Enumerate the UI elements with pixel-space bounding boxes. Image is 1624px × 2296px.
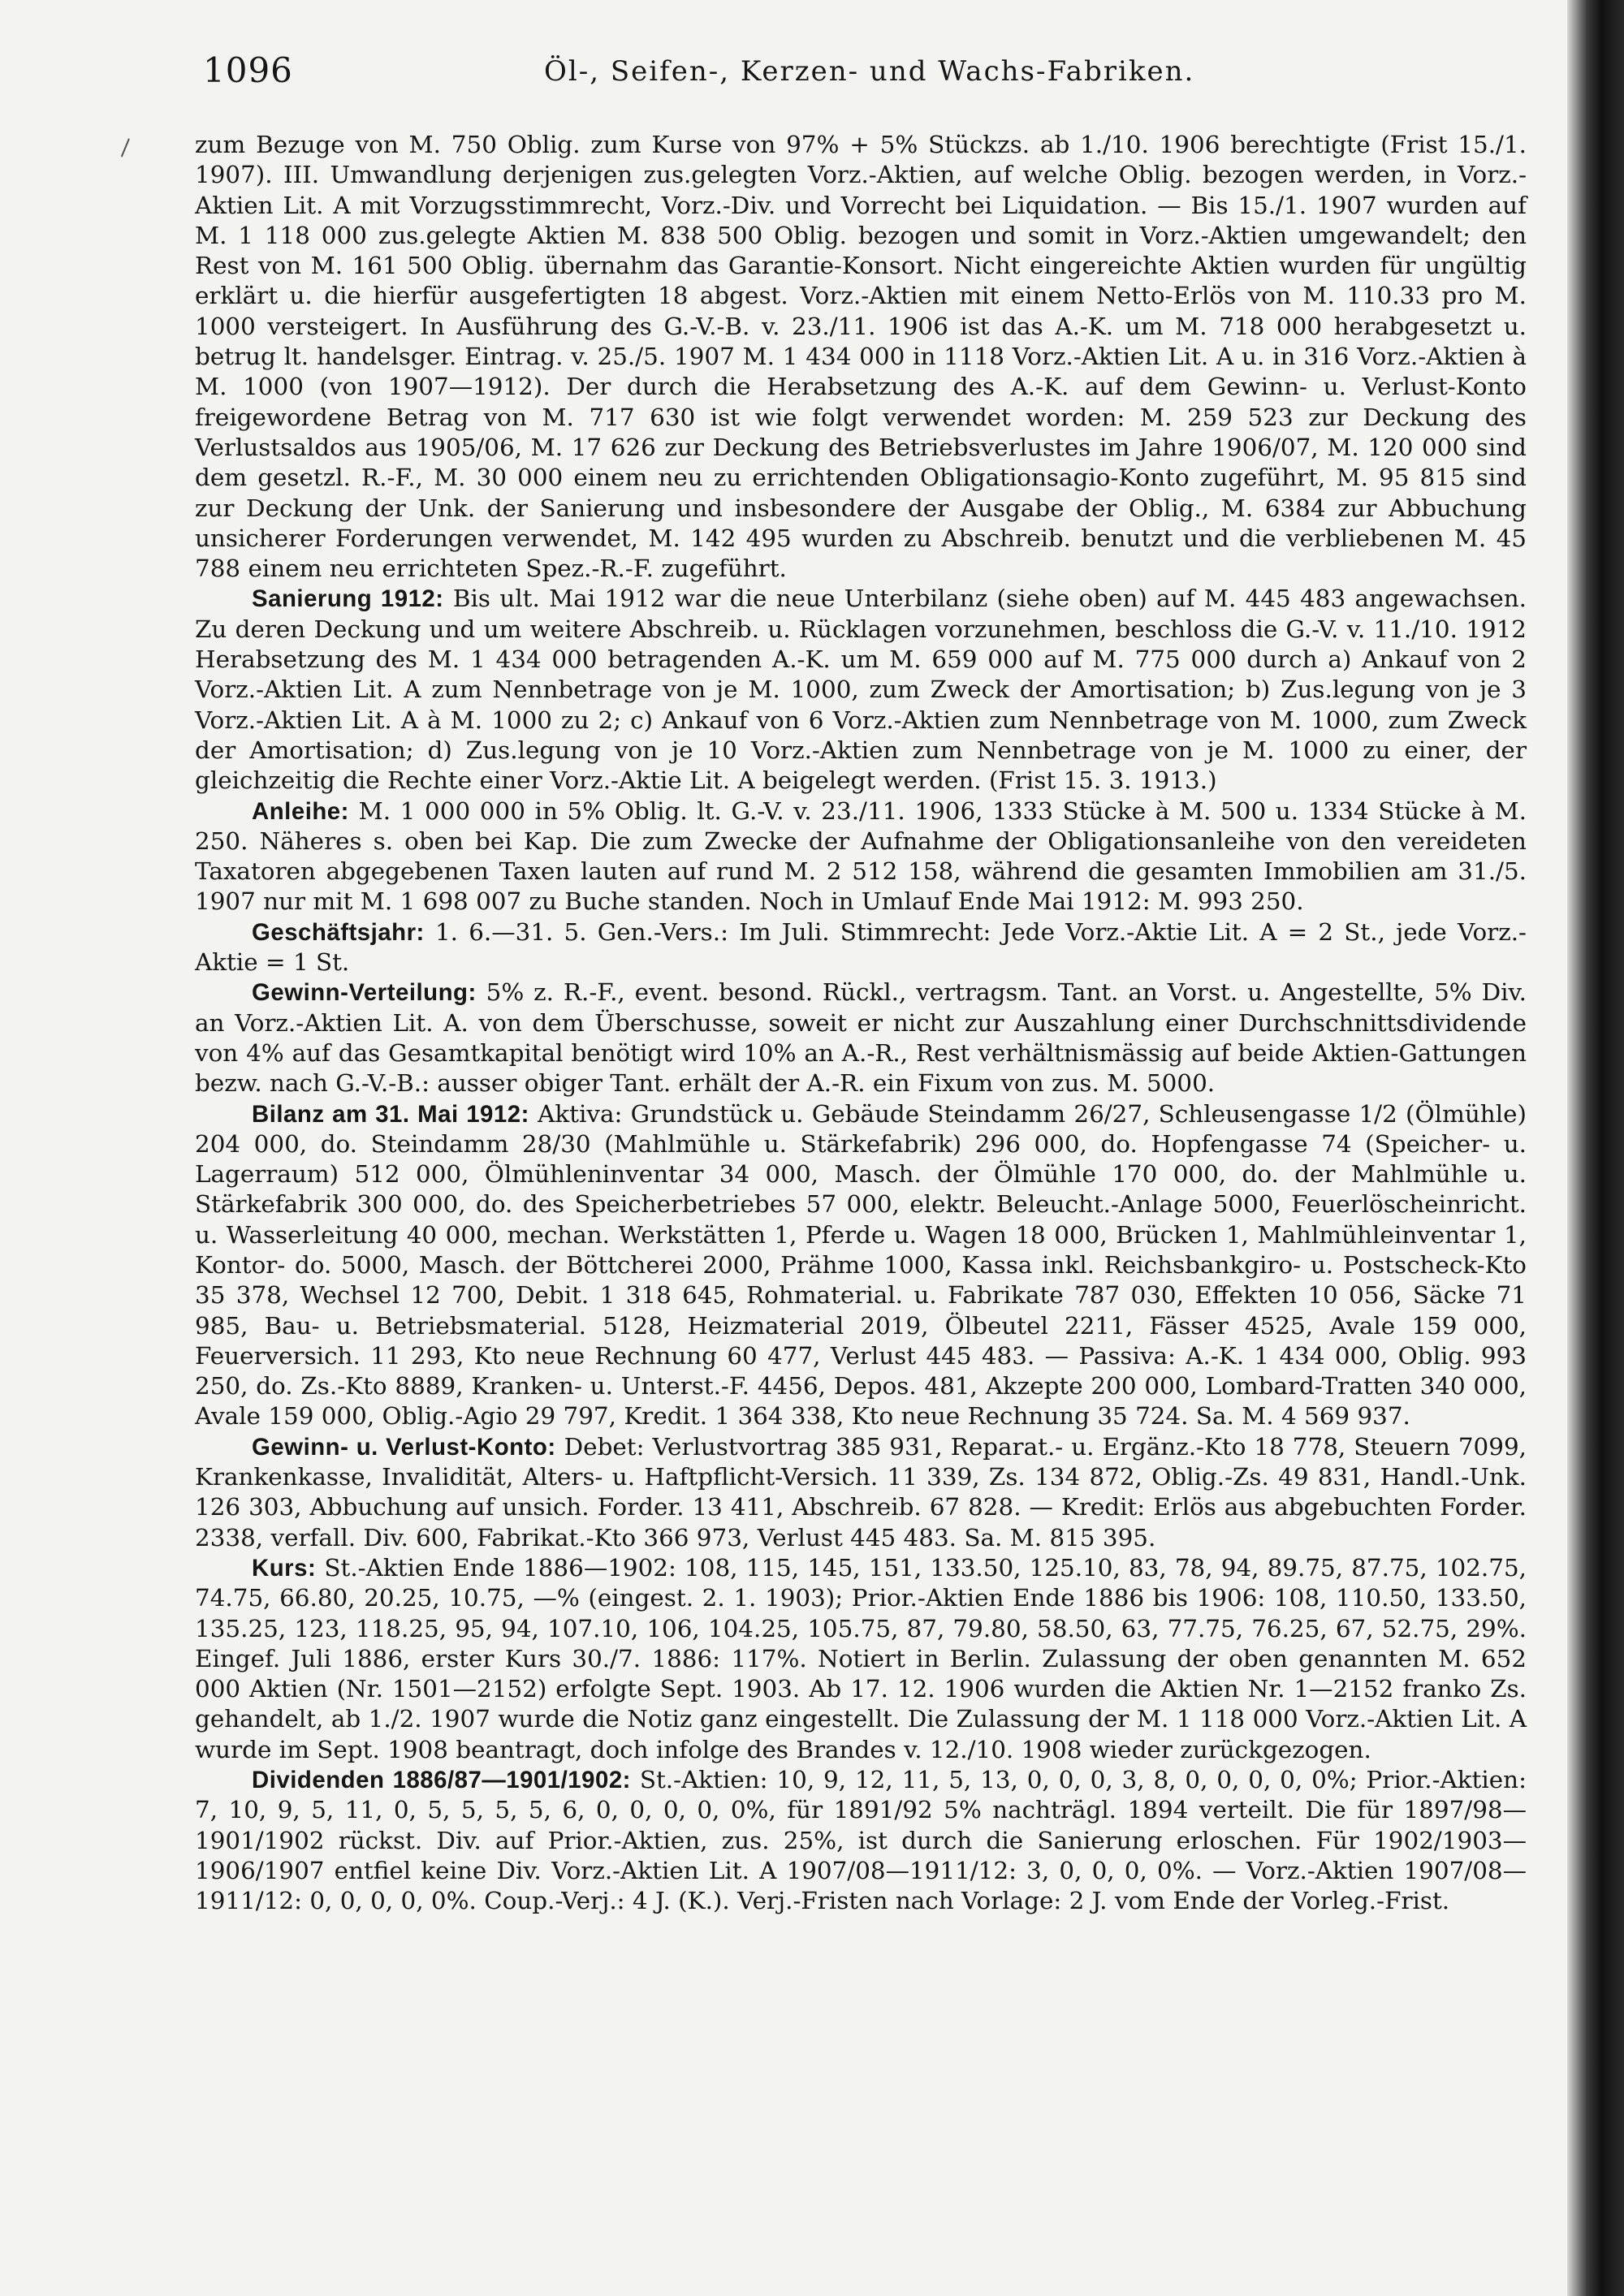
paragraph-text: Bis ult. Mai 1912 war die neue Unterbilanz (siehe oben) auf M. 445 483 angewachsen. Zu deren Deckung und um weitere Abschreib. u. Rücklagen vorzunehmen, beschloss die G.-V. v. 11./10. 1912 Herabsetzung des M. 1 434 000 betragenden A.-K. um M. 659 000 auf M. 775 000 durch a) Ankauf von 2 Vorz.-Aktien Lit. A zum Nennbetrage von je M. 1000, zum Zweck der Amortisation; b) Zus.legung von je 3 Vorz.-Aktien Lit. A à M. 1000 zu 2; c) Ankauf von 6 Vorz.-Aktien zum Nennbetrage von M. 1000, zum Zweck der Amortisation; d) Zus.legung von je 10 Vorz.-Aktien zum Nennbetrage von je M. 1000 zu einer, der gleichzeitig die Rechte einer Vorz.-Aktie Lit. A beigelegt werden. (Frist 15. 3. 1913.): [195, 585, 1527, 795]
margin-mark: \: [114, 134, 137, 161]
paragraph-bilanz: [195, 1099, 1527, 1432]
page-body: [195, 130, 1527, 1917]
section-heading: Gewinn-Verteilung:: [252, 979, 477, 1007]
paragraph-text: 5% z. R.-F., event. besond. Rückl., vertragsm. Tant. an Vorst. u. Angestellte, 5% Div. an Vorz.-Aktien Lit. A. von dem Überschusse, soweit er nicht zur Auszahlung einer Durchschnittsdividende von 4% auf das Gesamtkapital benötigt wird 10% an A.-R., Rest verhältnismässig auf beide Aktien-Gattungen bezw. nach G.-V.-B.: ausser obiger Tant. erhält der A.-R. ein Fixum von zus. M. 5000.: [195, 978, 1527, 1098]
section-heading: Geschäftsjahr:: [252, 918, 425, 946]
paragraph-sanierung-1906: [195, 130, 1527, 584]
paragraph-geschaeftsjahr: [195, 917, 1527, 978]
section-heading: Anleihe:: [252, 797, 349, 825]
section-heading: Gewinn- u. Verlust-Konto:: [252, 1433, 556, 1461]
paragraph-gewinn-verteilung: [195, 978, 1527, 1098]
scan-edge-shadow: [1567, 0, 1624, 2296]
paragraph-text: St.-Aktien: 10, 9, 12, 11, 5, 13, 0, 0, 0, 3, 8, 0, 0, 0, 0, 0%; Prior.-Aktien: 7, 10, 9, 5, 11, 0, 5, 5, 5, 5, 6, 0, 0, 0, 0, 0%, für 1891/92 5% nachträgl. 1894 verteilt. Die für 1897/98—1901/1902 rückst. Div. auf Prior.-Aktien, zus. 25%, ist durch die Sanierung erloschen. Für 1902/1903—1906/1907 entfiel keine Div. Vorz.-Aktien Lit. A 1907/08—1911/12: 3, 0, 0, 0, 0%. — Vorz.-Aktien 1907/08—1911/12: 0, 0, 0, 0, 0%. Coup.-Verj.: 4 J. (K.). Verj.-Fristen nach Vorlage: 2 J. vom Ende der Vorleg.-Frist.: [195, 1766, 1527, 1915]
running-head: Öl-, Seifen-, Kerzen- und Wachs-Fabriken.: [544, 55, 1195, 88]
paragraph-dividenden: [195, 1765, 1527, 1916]
section-heading: Dividenden 1886/87—1901/1902:: [252, 1767, 631, 1794]
paragraph-anleihe: [195, 796, 1527, 917]
paragraph-kurs: [195, 1553, 1527, 1765]
paragraph-gewinn-verlust-konto: [195, 1432, 1527, 1553]
paragraph-text: 1. 6.—31. 5. Gen.-Vers.: Im Juli. Stimmrecht: Jede Vorz.-Aktie Lit. A = 2 St., jede Vorz.-Aktie = 1 St.: [195, 917, 1527, 977]
section-heading: Kurs:: [252, 1554, 317, 1582]
paragraph-text: zum Bezuge von M. 750 Oblig. zum Kurse von 97% + 5% Stückzs. ab 1./10. 1906 berechtigte (Frist 15./1. 1907). III. Umwandlung derjenigen zus.gelegten Vorz.-Aktien, auf welche Oblig. bezogen werden, in Vorz.-Aktien Lit. A mit Vorzugsstimmrecht, Vorz.-Div. und Vorrecht bei Liquidation. — Bis 15./1. 1907 wurden auf M. 1 118 000 zus.gelegte Aktien M. 838 500 Oblig. bezogen und somit in Vorz.-Aktien umgewandelt; den Rest von M. 161 500 Oblig. übernahm das Garantie-Konsort. Nicht eingereichte Aktien wurden für ungültig erklärt u. die hierfür ausgefertigten 18 abgest. Vorz.-Aktien mit einem Netto-Erlös von M. 110.33 pro M. 1000 versteigert. In Ausführung des G.-V.-B. v. 23./11. 1906 ist das A.-K. um M. 718 000 herabgesetzt u. betrug lt. handelsger. Eintrag. v. 25./5. 1907 M. 1 434 000 in 1118 Vorz.-Aktien Lit. A u. in 316 Vorz.-Aktien à M. 1000 (von 1907—1912). Der durch die Herabsetzung des A.-K. auf dem Gewinn- u. Verlust-Konto freigewordene Betrag von M. 717 630 ist wie folgt verwendet worden: M. 259 523 zur Deckung des Verlustsaldos aus 1905/06, M. 17 626 zur Deckung des Betriebsverlustes im Jahre 1906/07, M. 120 000 sind dem gesetzl. R.-F., M. 30 000 einem neu zu errichtenden Obligationsagio-Konto zugeführt, M. 95 815 sind zur Deckung der Unk. der Sanierung und insbesondere der Ausgabe der Oblig., M. 6384 zur Abbuchung unsicherer Forderungen verwendet, M. 142 495 wurden zu Abschreib. benutzt und die verbliebenen M. 45 788 einem neu errichteten Spez.-R.-F. zugeführt.: [195, 131, 1527, 583]
paragraph-text: M. 1 000 000 in 5% Oblig. lt. G.-V. v. 23./11. 1906, 1333 Stücke à M. 500 u. 1334 Stücke à M. 250. Näheres s. oben bei Kap. Die zum Zwecke der Aufnahme der Obligationsanleihe von den vereideten Taxatoren abgegebenen Taxen lauten auf rund M. 2 512 158, während die gesamten Immobilien am 31./5. 1907 nur mit M. 1 698 007 zu Buche standen. Noch in Umlauf Ende Mai 1912: M. 993 250.: [195, 796, 1527, 916]
section-heading: Bilanz am 31. Mai 1912:: [252, 1100, 529, 1128]
paragraph-sanierung-1912: [195, 584, 1527, 796]
section-heading: Sanierung 1912:: [252, 585, 444, 613]
paragraph-text: Debet: Verlustvortrag 385 931, Reparat.- u. Ergänz.-Kto 18 778, Steuern 7099, Krankenkasse, Invalidität, Alters- u. Haftpflicht-Versich. 11 339, Zs. 134 872, Oblig.-Zs. 49 831, Handl.-Unk. 126 303, Abbuchung auf unsich. Forder. 13 411, Abschreib. 67 828. — Kredit: Erlös aus abgebuchten Forder. 2338, verfall. Div. 600, Fabrikat.-Kto 366 973, Verlust 445 483. Sa. M. 815 395.: [195, 1432, 1527, 1552]
paragraph-text: Aktiva: Grundstück u. Gebäude Steindamm 26/27, Schleusengasse 1/2 (Ölmühle) 204 000, do. Steindamm 28/30 (Mahlmühle u. Stärkefabrik) 296 000, do. Hopfengasse 74 (Speicher- u. Lagerraum) 512 000, Ölmühleninventar 34 000, Masch. der Ölmühle 170 000, do. der Mahlmühle u. Stärkefabrik 300 000, do. des Speicherbetriebes 57 000, elektr. Beleucht.-Anlage 5000, Feuerlöscheinricht. u. Wasserleitung 40 000, mechan. Werkstätten 1, Pferde u. Wagen 18 000, Brücken 1, Mahlmühleinventar 1, Kontor- do. 5000, Masch. der Böttcherei 2000, Prähme 1000, Kassa inkl. Reichsbankgiro- u. Postscheck-Kto 35 378, Wechsel 12 700, Debit. 1 318 645, Rohmaterial. u. Fabrikate 787 030, Effekten 10 056, Säcke 71 985, Bau- u. Betriebsmaterial. 5128, Heizmaterial 2019, Ölbeutel 2211, Fässer 4525, Avale 159 000, Feuerversich. 11 293, Kto neue Rechnung 60 477, Verlust 445 483. — Passiva: A.-K. 1 434 000, Oblig. 993 250, do. Zs.-Kto 8889, Kranken- u. Unterst.-F. 4456, Depos. 481, Akzepte 200 000, Lombard-Tratten 340 000, Avale 159 000, Oblig.-Agio 29 797, Kredit. 1 364 338, Kto neue Rechnung 35 724. Sa. M. 4 569 937.: [195, 1099, 1527, 1431]
page-number: 1096: [203, 50, 293, 90]
page-header: [203, 50, 1535, 99]
paragraph-text: St.-Aktien Ende 1886—1902: 108, 115, 145, 151, 133.50, 125.10, 83, 78, 94, 89.75, 87.75, 102.75, 74.75, 66.80, 20.25, 10.75, —% (eingest. 2. 1. 1903); Prior.-Aktien Ende 1886 bis 1906: 108, 110.50, 133.50, 135.25, 123, 118.25, 95, 94, 107.10, 106, 104.25, 105.75, 87, 79.80, 58.50, 63, 77.75, 76.25, 67, 52.75, 29%. Eingef. Juli 1886, erster Kurs 30./7. 1886: 117%. Notiert in Berlin. Zulassung der oben genannten M. 652 000 Aktien (Nr. 1501—2152) erfolgte Sept. 1903. Ab 17. 12. 1906 wurden die Aktien Nr. 1—2152 franko Zs. gehandelt, ab 1./2. 1907 wurde die Notiz ganz eingestellt. Die Zulassung der M. 1 118 000 Vorz.-Aktien Lit. A wurde im Sept. 1908 beantragt, doch infolge des Brandes v. 12./10. 1908 wieder zurückgezogen.: [195, 1553, 1527, 1763]
